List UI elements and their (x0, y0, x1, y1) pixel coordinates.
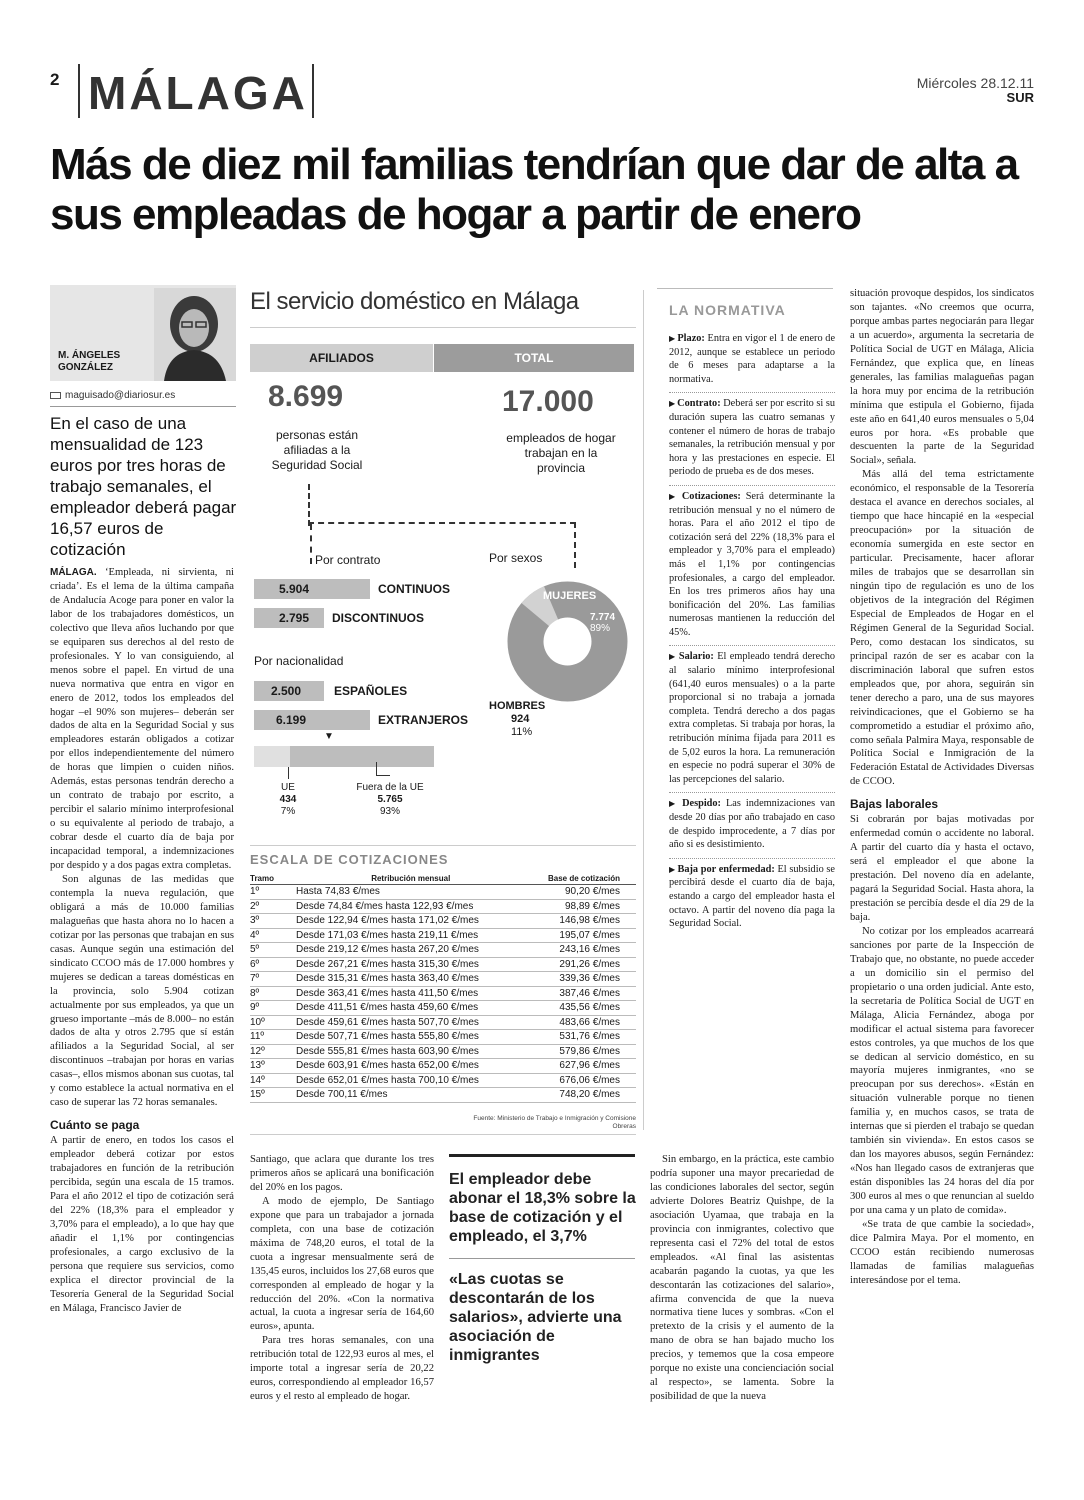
triangle-bullet-icon: ▶ (669, 334, 678, 343)
afiliados-value: 8.699 (268, 380, 344, 413)
total-value: 17.000 (502, 385, 594, 418)
normativa-item (669, 858, 835, 931)
divider (657, 288, 833, 289)
paragraph: Más allá del tema estrictamente económico, el responsable de la Tesorería destaca el avance en derechos sociales, al tiempo que hace hincapié en la «especial preocupación» por la situación de economía sumergida en este sector en particular. Precisamente, hacer aflorar miles de trabajos que se desarrollan sin ningún tipo de regulación es uno de los objetivos de la integración del Régimen Especial de Empleados de Hogar en el Régimen General de la Seguridad Social. Pero, como destacan los sindicatos, su principal razón de ser es acabar con la discriminación laboral que sufren estos empleados que, por ahora, seguirán sin tener derecho a paro, una de sus mayores reivindicaciones, que el Gobierno se ha comprometido a estudiar el próximo año, como señala Palmira Maya, responsable de Política Social e Inmigración de la Federación Estatal de Actividades Diversas de CCOO. (850, 469, 1034, 788)
normativa-item-label: Salario: (678, 651, 714, 663)
base-cell: 676,06 €/mes (526, 1073, 636, 1088)
normativa-item-text: El empleado tendrá derecho al salario mínimo interprofesional (641,40 euros mensuales) o a la parte proporcional si no trabaja a jornada completa. Tendrá derecho a dos pagas extra completas. Si trabaja por horas, la retribución mínima fijada para 2011 es de 5,02 euros la hora. La remuneración en especie no podrá superar el 30% de las percepciones del salario. (669, 651, 836, 785)
base-cell: 243,16 €/mes (526, 943, 636, 958)
ue-pct: 7% (280, 806, 296, 817)
retribucion-cell: Hasta 74,83 €/mes (296, 885, 526, 900)
divider (50, 406, 236, 407)
section-title: MÁLAGA (88, 67, 308, 119)
normativa-item-text: El subsidio se percibirá desde el cuarto día de baja, estando a cargo del empleador hasta el octavo. A partir del noveno día paga la Seguridad Social. (669, 863, 836, 930)
bar-label: EXTRANJEROS (378, 713, 469, 727)
page-number: 2 (50, 70, 60, 89)
hombres-pct: 11% (511, 726, 533, 738)
base-cell: 339,36 €/mes (526, 972, 636, 987)
bar-extranjeros (254, 710, 469, 730)
table-row (250, 1030, 636, 1045)
bar-fill (254, 579, 370, 599)
base-cell: 291,26 €/mes (526, 957, 636, 972)
connector-line (574, 522, 576, 568)
tramo-cell: 12º (250, 1044, 296, 1059)
tramo-cell: 10º (250, 1015, 296, 1030)
base-cell: 387,46 €/mes (526, 986, 636, 1001)
scale-title: ESCALA DE COTIZACIONES (250, 852, 449, 867)
divider (250, 1134, 636, 1135)
base-cell: 748,20 €/mes (526, 1088, 636, 1103)
retribucion-cell: Desde 74,84 €/mes hasta 122,93 €/mes (296, 899, 526, 914)
base-cell: 627,96 €/mes (526, 1059, 636, 1074)
retribucion-cell: Desde 459,61 €/mes hasta 507,70 €/mes (296, 1015, 526, 1030)
retribucion-cell: Desde 171,03 €/mes hasta 219,11 €/mes (296, 928, 526, 943)
tramo-cell: 15º (250, 1088, 296, 1103)
base-cell: 90,20 €/mes (526, 885, 636, 900)
tramo-cell: 7º (250, 972, 296, 987)
author-email[interactable] (50, 390, 175, 401)
tramo-cell: 5º (250, 943, 296, 958)
retribucion-cell: Desde 411,51 €/mes hasta 459,60 €/mes (296, 1001, 526, 1016)
retribucion-cell: Desde 507,71 €/mes hasta 555,80 €/mes (296, 1030, 526, 1045)
hombres-value: 924 (511, 713, 530, 725)
triangle-bullet-icon: ▶ (669, 491, 682, 501)
retribucion-cell: Desde 652,01 €/mes hasta 700,10 €/mes (296, 1073, 526, 1088)
bar-discontinuos (254, 608, 434, 628)
subheadline: En el caso de una mensualidad de 123 euros por tres horas de trabajo semanales, el empleador deberá pagar 16,57 euros de cotización (50, 414, 237, 559)
normativa-item-label: Despido: (682, 798, 721, 810)
paragraph: situación provoque despidos, los sindicatos son tajantes. «No creemos que ocurra, porque ambas partes negociarán para llegar a un acuerdo», argumenta la secretaria de Política Social de UGT en Málaga, Alicia Fernández, que explica que, en líneas generales, las familias malagueñas pagan la hora muy por encima de la retribución mínima que estipula el Gobierno, fijada este año en 641,40 euros mensuales o 5,04 euros por hora. «Es probable que descuenten la parte de la Seguridad Social», señala. (850, 288, 1034, 467)
column-header: Tramo (250, 873, 296, 885)
fuera-ue-label (350, 782, 430, 818)
column-header: Retribución mensual (296, 873, 526, 885)
section-heading: Bajas laborales (850, 797, 939, 812)
mujeres-values (590, 612, 615, 634)
triangle-bullet-icon: ▶ (669, 399, 678, 409)
table-row (250, 914, 636, 929)
paragraph: A modo de ejemplo, De Santiago expone que para un trabajador a jornada completa, con una base de cotización máxima de 748,20 euros, el total de la cuota a ingresar mensualmente será de 135,45 euros, incluidos los 27,68 euros que corresponden al empleado de hogar y la reducción del 20%. «Con la normativa actual, la cuota a ingresar sería de 164,60 euros», apunta. (250, 1195, 434, 1333)
retribucion-cell: Desde 267,21 €/mes hasta 315,30 €/mes (296, 957, 526, 972)
divider (449, 1154, 635, 1157)
paragraph: No cotizar por los empleados acarreará sanciones por parte de la Inspección de Trabajo que, no obstante, no puede acceder a un domicilio sin el permiso del propietario o una orden judicial. Ante esto, la secretaria de Política Social de UGT en Málaga, Alicia Fernández, aboga por modificar el actual sistema para favorecer estos controles, ya que muchos de los que se dedican al servicio doméstico, en su mayoría mujeres inmigrantes, «no se preocupan por sus derechos». «Están en situación vulnerable porque no tienen familia y, en muchos casos, se trata de internas que si pierden el trabajo se quedan también sin vivienda». En estos casos se dan los mayores abusos, según Fernández: «Nos han llegado casos de extranjeras que están disponibles las 24 horas del día por 300 euros al mes o que renuncian al sueldo por una cama y un plato de comida». (850, 925, 1034, 1216)
table-row (250, 1015, 636, 1030)
base-cell: 483,66 €/mes (526, 1015, 636, 1030)
tick-line (376, 762, 390, 776)
normativa-item-label: Baja por enfermedad: (677, 863, 775, 875)
table-row (250, 928, 636, 943)
tramo-cell: 4º (250, 928, 296, 943)
base-cell: 98,89 €/mes (526, 899, 636, 914)
triangle-bullet-icon: ▶ (669, 652, 679, 662)
issue-date: Miércoles 28.12.11 (916, 75, 1034, 91)
por-nacionalidad-label: Por nacionalidad (254, 654, 344, 668)
bar-fill (254, 710, 370, 730)
mujeres-pct: 89% (590, 623, 611, 634)
bar-value: 2.795 (279, 611, 310, 625)
base-cell: 146,98 €/mes (526, 914, 636, 929)
pull-quote: «Las cuotas se descontarán de los salarios», advierte una asociación de inmigrantes (449, 1271, 622, 1364)
paragraph: Son algunas de las medidas que contempla la nueva regulación, que obligará a más de 10.000 familias malagueñas que hasta ahora no lo hacen a cotizar por las personas que trabajan en sus casas. Aunque según una estimación del sindicato CCOO más de 17.000 hombres y mujeres se dedican a tareas domésticas en la provincia, solo 5.904 cotizan actualmente por sus empleados, ya que un grueso importante –más de 8.000– no están dados de alta y otros 2.795 que sí están afiliados a la Seguridad Social, al ser discontinuos –trabajan por horas en varias casas–, ellos mismos abonan sus cuotas, tal y como establece la actual normativa en el caso de superar las 72 horas semanales. (50, 873, 234, 1109)
tramo-cell: 1º (250, 885, 296, 900)
table-row (250, 1001, 636, 1016)
tramo-cell: 11º (250, 1030, 296, 1045)
retribucion-cell: Desde 700,11 €/mes (296, 1088, 526, 1103)
mujeres-value: 7.774 (590, 612, 616, 623)
por-contrato-label: Por contrato (315, 553, 381, 567)
total-caption: empleados de hogar trabajan en la provincia (506, 431, 616, 475)
section-heading: Cuánto se paga (50, 1118, 140, 1133)
tramo-cell: 3º (250, 914, 296, 929)
paragraph: A partir de enero, en todos los casos el empleador deberá cotizar por estos trabajadores en función de la retribución percibida, según una escala de 15 tramos. Para el año 2012 el tipo de cotización será del 22% (18,3% para el empleador y 3,70% para el empleado), a lo que hay que añadir el 1,1% por contingencias profesionales, a cargo exclusivo de la persona que requiere sus servicios, como explica el director provincial de la Tesorería General de la Seguridad Social en Málaga, Francisco Javier de (50, 1135, 234, 1314)
normativa-title: LA NORMATIVA (669, 302, 786, 318)
bar-label: ESPAÑOLES (334, 684, 408, 698)
article-column-3 (650, 1153, 834, 1404)
normativa-item-label: Contrato: (677, 398, 721, 410)
por-sexos-label: Por sexos (489, 551, 543, 565)
triangle-bullet-icon: ▶ (669, 799, 683, 809)
normativa-item (669, 332, 835, 386)
bar-label: CONTINUOS (378, 582, 450, 596)
retribucion-cell: Desde 603,91 €/mes hasta 652,00 €/mes (296, 1059, 526, 1074)
tramo-cell: 14º (250, 1073, 296, 1088)
tick-line (288, 767, 289, 779)
bar-espanoles (254, 681, 434, 701)
fuera-ue-value: 5.765 (377, 794, 403, 805)
retribucion-cell: Desde 122,94 €/mes hasta 171,02 €/mes (296, 914, 526, 929)
normativa-item-text: Será determinante la retribución mensual y no el número de horas. Para el año 2012 el tipo de cotización será del 22% (18,3% para el empleador y 3,70% para el empleado) más el 1,1% por contingencias profesionales, a cargo del empleador. En los tres primeros años hay una bonificación del 20%. Las familias numerosas mantienen la reducción del 45%. (669, 490, 836, 638)
paragraph: Para tres horas semanales, con una retribución total de 122,93 euros al mes, el importe total a ingresar sería de 20,22 euros, correspondiendo al empleador 16,57 euros y el resto al empleado de hogar. (250, 1335, 434, 1403)
afiliados-caption: personas están afiliadas a la Seguridad Social (271, 428, 363, 472)
normativa-item-label: Cotizaciones: (681, 490, 741, 502)
bar-continuos (254, 579, 450, 599)
divider (449, 1258, 635, 1259)
table-row (250, 1088, 636, 1103)
table-row (250, 899, 636, 914)
pull-quote: El empleador debe abonar el 18,3% sobre la base de cotización y el empleado, el 3,7% (449, 1171, 636, 1245)
normativa-item (669, 392, 835, 479)
connector-line (308, 484, 310, 526)
retribucion-cell: Desde 363,41 €/mes hasta 411,50 €/mes (296, 986, 526, 1001)
infographic-title: El servicio doméstico en Málaga (250, 288, 579, 315)
ue-split-bar-ue (254, 746, 290, 767)
source-note: Fuente: Ministerio de Trabajo e Inmigración y Comisione Obreras (473, 1115, 636, 1130)
fuera-ue-name: Fuera de la UE (356, 782, 424, 793)
table-row (250, 943, 636, 958)
hombres-label (489, 700, 545, 739)
hombres-name: HOMBRES (489, 700, 546, 712)
fuera-ue-pct: 93% (379, 806, 400, 817)
retribucion-cell: Desde 555,81 €/mes hasta 603,90 €/mes (296, 1044, 526, 1059)
donut-hole (544, 618, 592, 666)
article-column-1 (50, 566, 234, 1316)
paragraph: Sin embargo, en la práctica, este cambio podría suponer una mayor precariedad de las condiciones laborales del sector, según advierte Dolores Beatriz Quishpe, de la asociación Uyamaa, que trabaja en la provincia con inmigrantes, colectivo que representa casi el 72% del total de estos empleados. «Al final las asistentas acabarán pagando la cuotas, ya que les descontarán las cotizaciones del salario», afirma convencida de que la nueva normativa tiene luces y sombras. «Con el pretexto de la crisis y el aumento de la mano de obra se han bajado mucho los precios, y tememos que la cosa empeore porque no existe una concienciación social al respecto», se lamenta. Sobre la posibilidad de que la nueva (650, 1154, 834, 1403)
normativa-item (669, 645, 835, 786)
afiliados-header: AFILIADOS (250, 344, 433, 372)
base-cell: 195,07 €/mes (526, 928, 636, 943)
headline: Más de diez mil familias tendrían que dar de alta a sus empleadas de hogar a partir de enero (50, 140, 1018, 239)
paragraph: Si cobrarán por bajas motivadas por enfermedad común o accidente no laboral. A partir del cuarto día y hasta el octavo, será el empleador el que abone la prestación. Del noveno día en adelante, pagará la Seguridad Social. Hasta ahora, la prestación se percibía desde el día 29 de la baja. (850, 814, 1034, 923)
table-row (250, 1059, 636, 1074)
ue-value: 434 (279, 794, 297, 805)
ue-label (276, 782, 300, 818)
base-cell: 531,76 €/mes (526, 1030, 636, 1045)
bar-value: 2.500 (271, 684, 302, 698)
normativa-item-text: Deberá ser por escrito si su duración supera las cuatro semanas y contener el número de horas de trabajo semanales, la retribución mensual y por hora y las prestaciones en especie. El periodo de prueba es de dos meses. (669, 398, 836, 478)
article-column-4 (850, 287, 1034, 1288)
paragraph (50, 566, 234, 873)
triangle-bullet-icon: ▶ (669, 864, 678, 874)
author-name: M. ÁNGELES GONZÁLEZ (58, 350, 121, 373)
normativa-item-text: Entra en vigor el 1 de enero de 2012, aunque se establece un periodo de 6 meses para adaptarse a la normativa. (669, 333, 836, 385)
tramo-cell: 13º (250, 1059, 296, 1074)
normativa-item (669, 485, 835, 640)
table-row (250, 957, 636, 972)
table-body (250, 885, 636, 1103)
tramo-cell: 2º (250, 899, 296, 914)
mujeres-label: MUJERES (543, 590, 597, 602)
dateline: MÁLAGA. (50, 567, 97, 578)
table-row (250, 986, 636, 1001)
normativa-list (669, 332, 835, 937)
paragraph: «Se trata de que cambie la sociedad», dice Palmira Maya. Por el momento, en CCOO están recibiendo numerosas llamadas de familias malagueñas interesándose por el tema. (850, 1218, 1034, 1286)
author-photo (154, 288, 236, 381)
bar-label: DISCONTINUOS (332, 611, 425, 625)
column-rule (643, 290, 644, 1130)
author-email-text: maguisado@diariosur.es (65, 390, 176, 401)
ue-name: UE (281, 782, 295, 793)
connector-line (310, 524, 312, 564)
table-row (250, 885, 636, 900)
table-row (250, 1073, 636, 1088)
paragraph-text: ‘Empleada, ni sirvienta, ni criada’. Es el lema de la última campaña de Andalucía Acoge para poner en valor la labor de los trabajadores domésticos, un colectivo que lleva años luchando por que se equiparen sus derechos al del resto de profesionales. Y lo van consiguiendo, al menos sobre el papel. En virtud de una nueva normativa que entra en vigor en enero de 2012, todos los empleados del hogar –el 90% son mujeres– deberán ser dados de alta en la Seguridad Social y sus empleadores estarán obligados a cotizar por ellos independientemente del número de horas que limpien o cuiden niños. Además, estas personas tendrán derecho a un contrato de trabajo por escrito, a percibir el salario mínimo interprofesional o su equivalente al periodo de trabajo, a cobrar desde el cuarto día de baja por incapacidad temporal, a indemnizaciones por despido y a dos pagas extra completas. (50, 567, 234, 872)
divider (250, 327, 636, 328)
contribution-scale-table (250, 873, 636, 1103)
arrow-down-icon: ▼ (324, 731, 334, 742)
tramo-cell: 8º (250, 986, 296, 1001)
article-column-2 (250, 1153, 434, 1404)
bar-value: 5.904 (279, 582, 310, 596)
divider (250, 845, 636, 846)
column-header: Base de cotización (526, 873, 636, 885)
bar-value: 6.199 (276, 713, 307, 727)
retribucion-cell: Desde 219,12 €/mes hasta 267,20 €/mes (296, 943, 526, 958)
normativa-item-text: Las indemnizaciones van desde 20 días por año trabajado en caso de despido improcedente, a 7 días por año si es desistimiento. (669, 798, 836, 851)
mail-icon (50, 392, 61, 399)
table-header-row (250, 873, 636, 885)
base-cell: 579,86 €/mes (526, 1044, 636, 1059)
retribucion-cell: Desde 315,31 €/mes hasta 363,40 €/mes (296, 972, 526, 987)
connector-line (308, 522, 576, 524)
paragraph: Santiago, que aclara que durante los tres primeros años se aplicará una bonificación del 20% en los pagos. (250, 1154, 434, 1193)
base-cell: 435,56 €/mes (526, 1001, 636, 1016)
normativa-item-label: Plazo: (677, 333, 705, 344)
table-row (250, 1044, 636, 1059)
normativa-item (669, 792, 835, 851)
tramo-cell: 6º (250, 957, 296, 972)
tramo-cell: 9º (250, 1001, 296, 1016)
total-header: TOTAL (434, 344, 634, 372)
newspaper-name: SUR (1006, 90, 1034, 105)
table-row (250, 972, 636, 987)
